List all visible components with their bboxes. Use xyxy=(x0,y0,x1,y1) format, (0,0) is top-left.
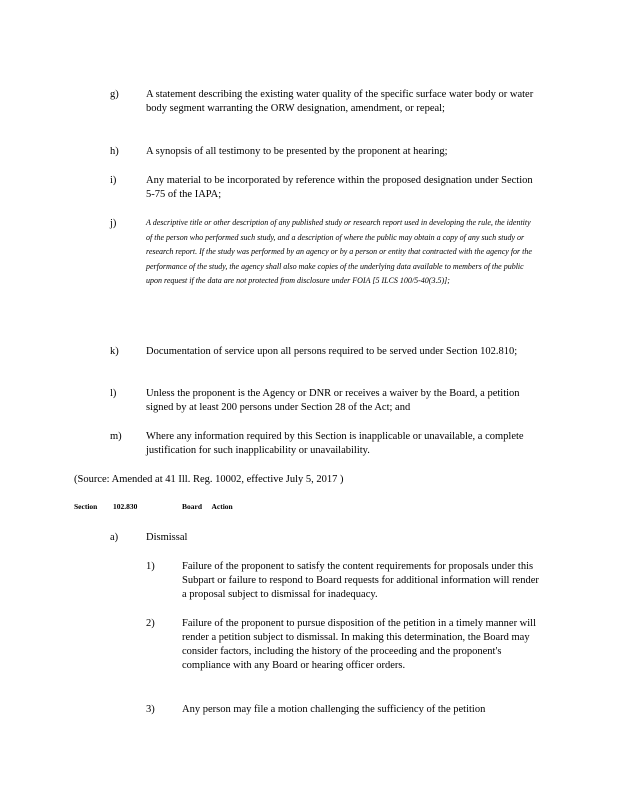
item-text: A descriptive title or other description of any published study or research report used in developing the rule, the identity of the person who performed such study, and a description of where the public may obtain a copy of any such study or research report. If the study was performed by an agency or by a person or entity that contracted with the agency for the performance of the study, the agency shall also make copies of the underlying data available to members of the public upon request if the data are not protected from disclosure under FOIA [5 ILCS 100/5-40(3.5)]; xyxy=(146,218,532,285)
item-text: A synopsis of all testimony to be presented by the proponent at hearing; xyxy=(146,146,448,157)
item-text: A statement describing the existing water quality of the specific surface water body or water body segment warranting the ORW designation, amendment, or repeal; xyxy=(146,89,534,114)
subsection-label: a) xyxy=(110,532,119,543)
item-label: k) xyxy=(110,346,119,357)
item-text: Documentation of service upon all persons required to be served under Section 102.810; xyxy=(146,346,518,357)
section-word: Section xyxy=(74,502,98,511)
section-title: Board Action xyxy=(182,502,233,511)
section-number: 102.830 xyxy=(113,502,138,511)
sub-item-text: Any person may file a motion challenging the sufficiency of the petition xyxy=(182,704,486,715)
subsection-title: Dismissal xyxy=(146,532,188,543)
item-label: m) xyxy=(110,431,122,442)
source-note: (Source: Amended at 41 Ill. Reg. 10002, effective July 5, 2017 ) xyxy=(74,474,344,485)
item-text: Where any information required by this Section is inapplicable or unavailable, a complete justification for such inapplicability or unavailability. xyxy=(146,431,524,456)
sub-item-label: 2) xyxy=(146,618,155,629)
item-label: l) xyxy=(110,388,117,399)
item-label: i) xyxy=(110,175,117,186)
sub-item-label: 1) xyxy=(146,561,155,572)
sub-item-text: Failure of the proponent to satisfy the content requirements for proposals under this Subpart or failure to respond to Board requests for additional information will render a proposal subject to dismissal for inadequacy. xyxy=(182,561,539,600)
item-label: j) xyxy=(110,218,117,229)
item-label: g) xyxy=(110,89,119,100)
sub-item-text: Failure of the proponent to pursue disposition of the petition in a timely manner will render a petition subject to dismissal. In making this determination, the Board may consider factors, including the history of the proceeding and the proponent's compliance with any Board or hearing officer orders. xyxy=(182,618,537,671)
item-text: Unless the proponent is the Agency or DNR or receives a waiver by the Board, a petition signed by at least 200 persons under Section 28 of the Act; and xyxy=(146,388,520,413)
sub-item-label: 3) xyxy=(146,704,155,715)
item-text: Any material to be incorporated by reference within the proposed designation under Section 5-75 of the IAPA; xyxy=(146,175,533,200)
item-label: h) xyxy=(110,146,119,157)
